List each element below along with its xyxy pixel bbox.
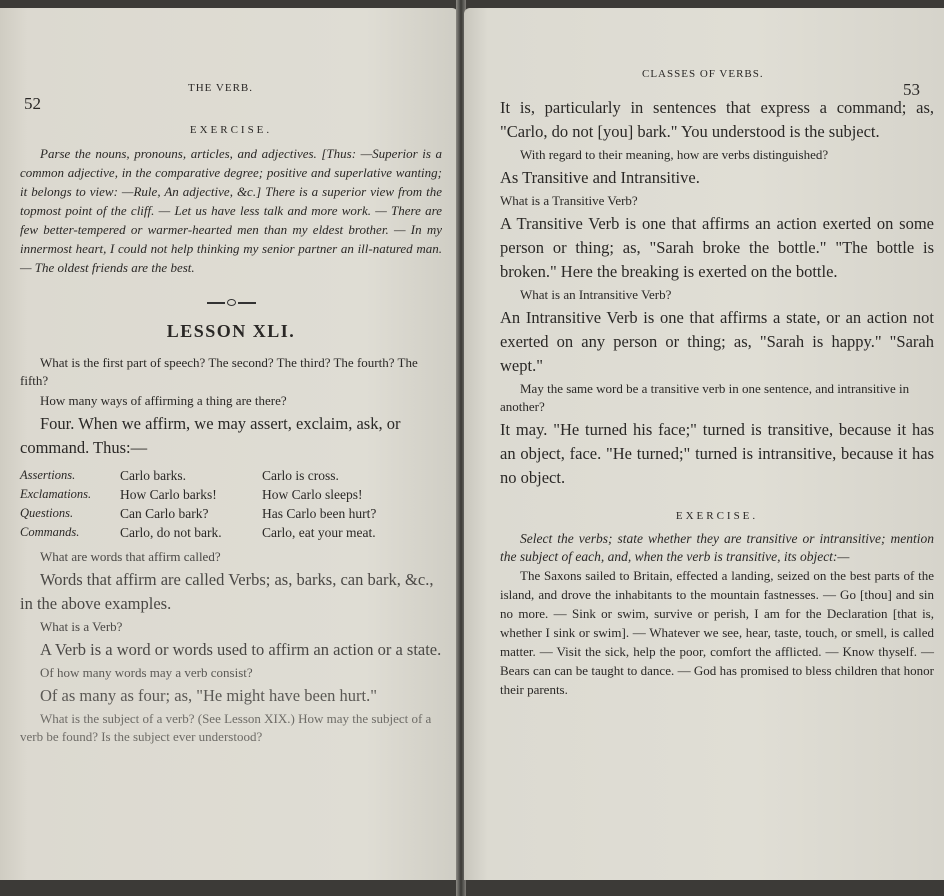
left-exercise-heading: EXERCISE. <box>189 124 273 136</box>
example-a: How Carlo barks! <box>120 487 217 502</box>
question-5: Of how many words may a verb consist? <box>40 665 253 680</box>
right-running-title: CLASSES OF VERBS. <box>642 68 764 80</box>
right-answer-3: An Intransitive Verb is one that affirms a state, or an action not exerted on any person or thing; as, "Sarah is happy." "Sarah wept." <box>500 308 934 375</box>
left-page <box>0 8 458 880</box>
answer-3: Words that affirm are called Verbs; as, barks, can bark, &c., in the above examples. <box>20 570 434 613</box>
right-page-number: 53 <box>903 80 920 99</box>
example-b: Carlo is cross. <box>262 468 339 483</box>
answer-2: Four. When we affirm, we may assert, exclaim, ask, or command. Thus:— <box>20 414 401 457</box>
left-running-head <box>20 66 442 113</box>
question-1: What is the first part of speech? The second? The third? The fourth? The fifth? <box>20 355 418 388</box>
right-question-3: What is an Intransitive Verb? <box>520 287 672 302</box>
right-exercise-text: The Saxons sailed to Britain, effected a landing, seized on the best parts of the island, and drove the inhabitants to the mountain fastnesses. — Go [thou] and sin no more. — Sink or swim, survive or perish, I am for the Declaration [that is, whether I sink or swim]. — Whatever we see, hear, taste, touch, or smell, is called matter. — Visit the sick, help the poor, comfort the afflicted. — Know thyself. — Bears can can be taught to dance. — God has promised to bless children that honor their parents. <box>500 568 934 697</box>
right-exercise-instructions: Select the verbs; state whether they are transitive or intransitive; mention the subject of each, and, when the verb is transitive, its object:— <box>500 531 934 564</box>
right-paragraph-1: It is, particularly in sentences that express a command; as, "Carlo, do not [you] bark." You understood is the subject. <box>500 98 934 141</box>
example-b: How Carlo sleeps! <box>262 487 363 502</box>
left-exercise-text: Parse the nouns, pronouns, articles, and adjectives. [Thus: —Superior is a common adjective, in the comparative degree; positive and superlative wanting; it belongs to view: —Rule, An adjective, &c.] There is a superior view from the topmost point of the cliff. — Let us have less talk and more work. — There are few better-tempered or warmer-hearted men than my eldest brother. — In my innermost heart, I could not help thinking my senior partner an ill-natured man. — The oldest friends are the best. <box>20 146 442 275</box>
right-question-4: May the same word be a transitive verb in one sentence, and intransitive in another? <box>500 381 910 414</box>
right-question-2: What is a Transitive Verb? <box>500 193 638 208</box>
examples-table <box>20 466 442 542</box>
right-page <box>464 8 944 880</box>
example-a: Carlo, do not bark. <box>120 525 222 540</box>
right-running-head <box>500 60 934 99</box>
right-question-1: With regard to their meaning, how are verbs distinguished? <box>520 147 829 162</box>
right-answer-4: It may. "He turned his face;" turned is transitive, because it has an object, face. "He turned;" turned is intransitive, because it has no object. <box>500 420 934 487</box>
question-4: What is a Verb? <box>40 619 123 634</box>
answer-4: A Verb is a word or words used to affirm an action or a state. <box>40 640 442 659</box>
right-answer-1: As Transitive and Intransitive. <box>500 168 700 187</box>
left-page-number: 52 <box>24 94 41 113</box>
example-b: Carlo, eat your meat. <box>262 525 376 540</box>
left-running-title: THE VERB. <box>188 82 254 94</box>
lesson-title: LESSON XLI. <box>166 321 296 341</box>
question-3: What are words that affirm called? <box>40 549 221 564</box>
example-label: Commands. <box>20 525 80 539</box>
example-a: Can Carlo bark? <box>120 506 209 521</box>
right-answer-2: A Transitive Verb is one that affirms an action exerted on some person or thing; as, "Sarah broke the bottle." "The bottle is broken." Here the breaking is exerted on the bottle. <box>500 214 934 281</box>
right-exercise-heading: EXERCISE. <box>675 510 759 522</box>
ornament-divider <box>20 295 442 311</box>
example-label: Assertions. <box>20 468 76 482</box>
example-label: Exclamations. <box>20 487 92 501</box>
question-2: How many ways of affirming a thing are there? <box>40 393 287 408</box>
answer-5: Of as many as four; as, "He might have been hurt." <box>40 686 377 705</box>
question-6: What is the subject of a verb? (See Lesson XIX.) How may the subject of a verb be found? Is the subject ever understood? <box>20 711 432 744</box>
example-label: Questions. <box>20 506 74 520</box>
example-b: Has Carlo been hurt? <box>262 506 377 521</box>
example-a: Carlo barks. <box>120 468 186 483</box>
